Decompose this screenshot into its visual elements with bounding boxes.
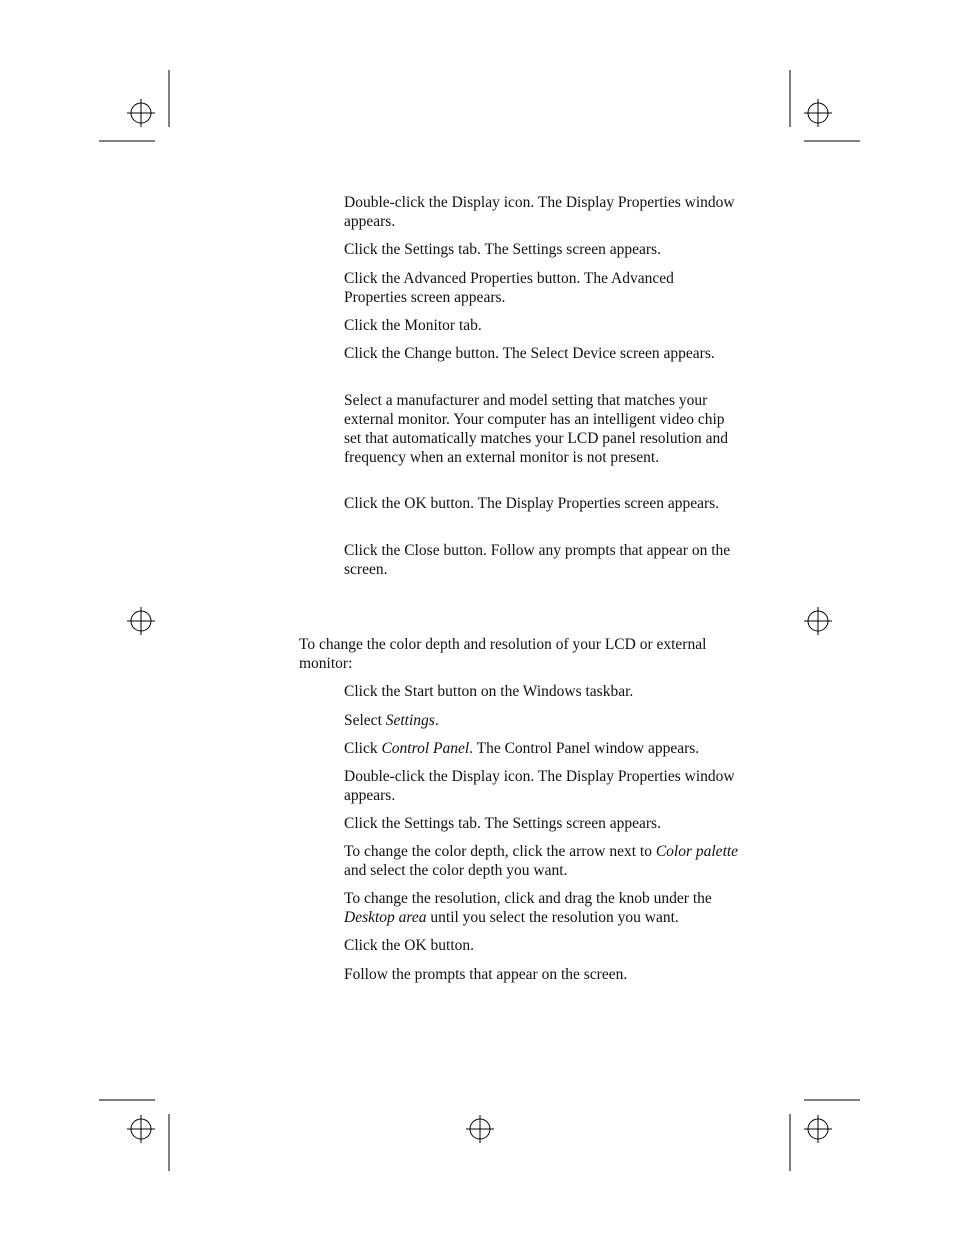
step-a1: Double-click the Display icon. The Display Properties window appears. — [344, 194, 735, 230]
step-b3-suffix: . The Control Panel window appears. — [469, 740, 700, 757]
step-b2-suffix: . — [434, 712, 439, 729]
step-b4: Double-click the Display icon. The Display Properties window appears. — [344, 768, 735, 804]
step-a8: Click the Close button. Follow any prompts that appear on the screen. — [344, 542, 731, 578]
step-b6-prefix: To change the color depth, click the arrow next to — [344, 843, 656, 860]
step-b7-emphasis: Desktop area — [344, 909, 427, 926]
step-b3-prefix: Click — [344, 740, 382, 757]
step-b6 — [344, 842, 740, 880]
step-b8: Click the OK button. — [344, 937, 475, 954]
step-b6-emphasis: Color palette — [655, 843, 739, 860]
step-b7-suffix: until you select the resolution you want. — [426, 909, 679, 926]
step-a4: Click the Monitor tab. — [344, 317, 482, 334]
step-b3-emphasis: Control Panel — [381, 740, 470, 757]
registration-mark-bottom-right — [790, 1100, 860, 1171]
registration-mark-middle-left — [127, 607, 155, 635]
section-b-intro: To change the color depth and resolution of your LCD or external monitor: — [299, 636, 707, 672]
step-b2-prefix: Select — [344, 712, 386, 729]
step-b2 — [344, 711, 740, 730]
step-b2-emphasis: Settings — [385, 712, 435, 729]
step-b7-prefix: To change the resolution, click and drag the knob under the — [344, 890, 712, 907]
step-b6-suffix: and select the color depth you want. — [344, 862, 568, 879]
registration-mark-bottom-center — [466, 1115, 494, 1143]
step-a2: Click the Settings tab. The Settings screen appears. — [344, 241, 661, 258]
step-a5: Click the Change button. The Select Device screen appears. — [344, 345, 715, 362]
step-b5: Click the Settings tab. The Settings screen appears. — [344, 815, 661, 832]
registration-mark-bottom-left — [99, 1100, 169, 1171]
registration-mark-top-right — [790, 70, 860, 141]
registration-mark-top-left — [99, 70, 169, 141]
step-b9: Follow the prompts that appear on the screen. — [344, 966, 628, 983]
step-a6: Select a manufacturer and model setting that matches your external monitor. Your computer has an intelligent video chip set that automatically matches your LCD panel resolution and frequency when an external monitor is not present. — [344, 392, 728, 466]
step-b3 — [344, 739, 740, 758]
step-a7: Click the OK button. The Display Properties screen appears. — [344, 495, 720, 512]
registration-mark-middle-right — [804, 607, 832, 635]
step-b7 — [344, 889, 740, 927]
step-b1: Click the Start button on the Windows taskbar. — [344, 683, 634, 700]
step-a3: Click the Advanced Properties button. The Advanced Properties screen appears. — [344, 270, 674, 306]
